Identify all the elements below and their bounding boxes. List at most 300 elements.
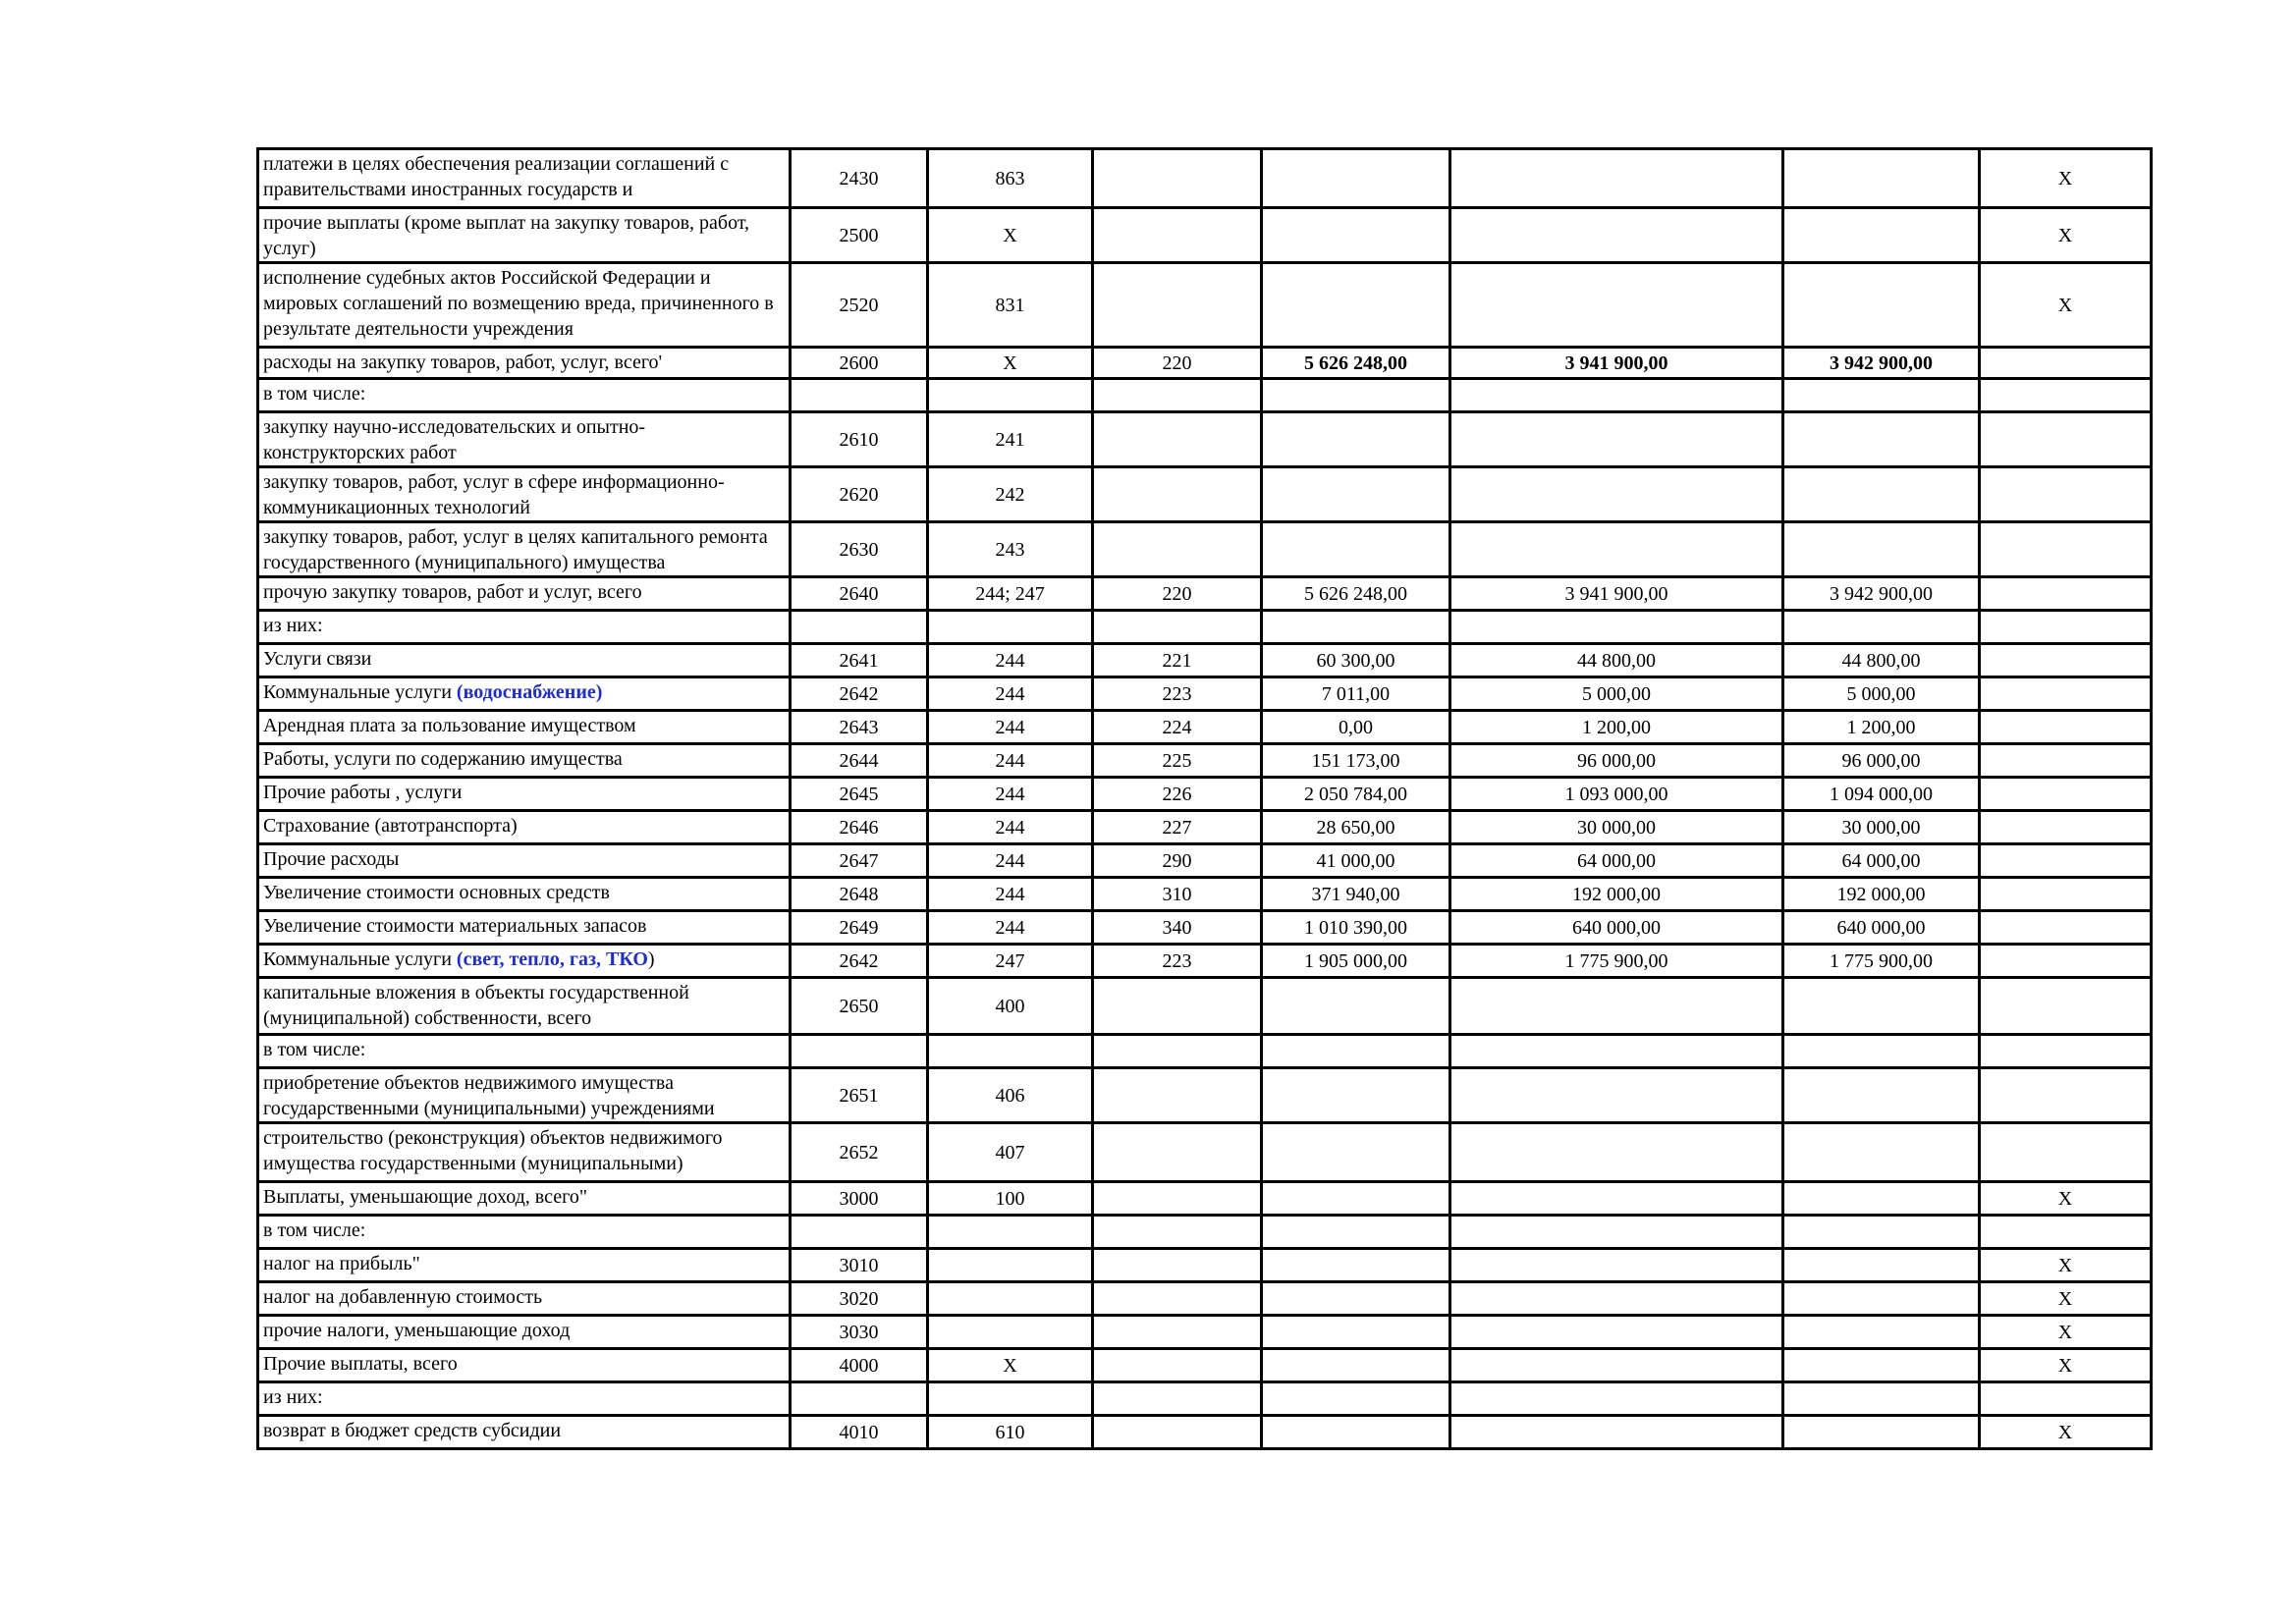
amount-year-1 <box>1262 1035 1450 1068</box>
row-name <box>258 611 791 644</box>
marker-cell <box>1980 412 2152 467</box>
row-name-text: закупку товаров, работ, услуг в сфере информационно-коммуникационных технологий <box>263 471 725 518</box>
amount-year-1 <box>1262 208 1450 263</box>
row-name-highlight: (свет, тепло, газ, ТКО <box>456 948 648 970</box>
row-name-text: возврат в бюджет средств субсидии <box>263 1420 562 1441</box>
row-name <box>258 844 791 878</box>
table-row <box>258 379 2152 412</box>
amount-year-1: 5 626 248,00 <box>1262 577 1450 611</box>
table-row <box>258 1123 2152 1182</box>
kosgu-code <box>1093 1382 1262 1416</box>
amount-year-3 <box>1783 1123 1980 1182</box>
kbk-code: 100 <box>928 1182 1093 1216</box>
marker-cell <box>1980 744 2152 778</box>
amount-year-1 <box>1262 1382 1450 1416</box>
amount-year-2 <box>1450 978 1783 1035</box>
row-name <box>258 1382 791 1416</box>
row-code: 2610 <box>791 412 928 467</box>
row-name-text: налог на добавленную стоимость <box>263 1286 543 1308</box>
row-code: 2646 <box>791 811 928 844</box>
amount-year-3 <box>1783 1382 1980 1416</box>
row-name <box>258 1282 791 1316</box>
row-code: 2500 <box>791 208 928 263</box>
table-row <box>258 1282 2152 1316</box>
amount-year-2 <box>1450 1249 1783 1282</box>
table-row <box>258 208 2152 263</box>
marker-cell <box>1980 1216 2152 1249</box>
row-name-text: Коммунальные услуги <box>263 948 457 970</box>
amount-year-1 <box>1262 1123 1450 1182</box>
row-code: 2649 <box>791 911 928 945</box>
amount-year-3: 1 094 000,00 <box>1783 778 1980 811</box>
kbk-code: 400 <box>928 978 1093 1035</box>
kbk-code: Х <box>928 1349 1093 1382</box>
budget-expenditure-table <box>256 147 2153 1450</box>
amount-year-3 <box>1783 1249 1980 1282</box>
row-name-text: строительство (реконструкция) объектов недвижимого имущества государственными (муниципальными) <box>263 1127 723 1174</box>
amount-year-2 <box>1450 522 1783 577</box>
row-name-text: в том числе: <box>263 1039 366 1060</box>
kosgu-code <box>1093 379 1262 412</box>
row-name <box>258 677 791 711</box>
row-name-text: Увеличение стоимости основных средств <box>263 882 610 903</box>
row-name <box>258 945 791 978</box>
amount-year-2: 640 000,00 <box>1450 911 1783 945</box>
amount-year-3 <box>1783 1282 1980 1316</box>
amount-year-1 <box>1262 1282 1450 1316</box>
kbk-code: 243 <box>928 522 1093 577</box>
amount-year-1 <box>1262 1249 1450 1282</box>
amount-year-3: 96 000,00 <box>1783 744 1980 778</box>
table-row <box>258 577 2152 611</box>
amount-year-2 <box>1450 1035 1783 1068</box>
marker-cell <box>1980 1068 2152 1123</box>
row-code: 2520 <box>791 263 928 348</box>
marker-cell <box>1980 778 2152 811</box>
marker-cell <box>1980 711 2152 744</box>
row-code: 2643 <box>791 711 928 744</box>
amount-year-1 <box>1262 263 1450 348</box>
kbk-code: 244 <box>928 677 1093 711</box>
row-name-text: Увеличение стоимости материальных запасов <box>263 915 647 937</box>
row-name <box>258 348 791 379</box>
row-name-text: Страхование (автотранспорта) <box>263 815 518 837</box>
kbk-code: 244 <box>928 878 1093 911</box>
amount-year-3 <box>1783 522 1980 577</box>
marker-cell: Х <box>1980 1182 2152 1216</box>
kbk-code: 244 <box>928 778 1093 811</box>
kbk-code <box>928 1282 1093 1316</box>
amount-year-1 <box>1262 1416 1450 1449</box>
row-code: 2650 <box>791 978 928 1035</box>
marker-cell: Х <box>1980 149 2152 208</box>
kbk-code: 244 <box>928 644 1093 677</box>
amount-year-1: 2 050 784,00 <box>1262 778 1450 811</box>
kosgu-code <box>1093 208 1262 263</box>
amount-year-3 <box>1783 1216 1980 1249</box>
marker-cell <box>1980 844 2152 878</box>
amount-year-2 <box>1450 1316 1783 1349</box>
kosgu-code <box>1093 1316 1262 1349</box>
amount-year-3: 1 200,00 <box>1783 711 1980 744</box>
amount-year-2: 44 800,00 <box>1450 644 1783 677</box>
marker-cell <box>1980 522 2152 577</box>
table-row <box>258 1249 2152 1282</box>
amount-year-2 <box>1450 1282 1783 1316</box>
amount-year-2 <box>1450 1068 1783 1123</box>
kbk-code <box>928 1382 1093 1416</box>
amount-year-1: 371 940,00 <box>1262 878 1450 911</box>
row-code <box>791 1035 928 1068</box>
row-name <box>258 263 791 348</box>
row-name <box>258 811 791 844</box>
kosgu-code <box>1093 1123 1262 1182</box>
amount-year-1 <box>1262 467 1450 522</box>
row-name-text: прочую закупку товаров, работ и услуг, всего <box>263 581 642 603</box>
table-row <box>258 522 2152 577</box>
row-name <box>258 1216 791 1249</box>
amount-year-3 <box>1783 208 1980 263</box>
row-name-text: исполнение судебных актов Российской Федерации и мировых соглашений по возмещению вреда, причиненного в результате деятельности учреждения <box>263 267 774 340</box>
amount-year-3: 5 000,00 <box>1783 677 1980 711</box>
kosgu-code <box>1093 149 1262 208</box>
row-name <box>258 522 791 577</box>
amount-year-2: 64 000,00 <box>1450 844 1783 878</box>
kosgu-code: 225 <box>1093 744 1262 778</box>
table-row <box>258 348 2152 379</box>
amount-year-2: 3 941 900,00 <box>1450 348 1783 379</box>
kosgu-code <box>1093 1216 1262 1249</box>
kosgu-code <box>1093 978 1262 1035</box>
row-name <box>258 1068 791 1123</box>
amount-year-3 <box>1783 1035 1980 1068</box>
row-code: 2651 <box>791 1068 928 1123</box>
row-name <box>258 1249 791 1282</box>
kbk-code <box>928 1216 1093 1249</box>
amount-year-3: 3 942 900,00 <box>1783 348 1980 379</box>
row-name <box>258 412 791 467</box>
kosgu-code <box>1093 412 1262 467</box>
amount-year-1 <box>1262 1349 1450 1382</box>
kbk-code <box>928 1316 1093 1349</box>
row-code: 2648 <box>791 878 928 911</box>
amount-year-1 <box>1262 412 1450 467</box>
row-code: 2642 <box>791 677 928 711</box>
kosgu-code <box>1093 1182 1262 1216</box>
kbk-code: 244; 247 <box>928 577 1093 611</box>
amount-year-1 <box>1262 379 1450 412</box>
kbk-code: 247 <box>928 945 1093 978</box>
row-code: 3020 <box>791 1282 928 1316</box>
kosgu-code <box>1093 1416 1262 1449</box>
amount-year-3: 3 942 900,00 <box>1783 577 1980 611</box>
row-code <box>791 1382 928 1416</box>
row-name-text: прочие выплаты (кроме выплат на закупку товаров, работ, услуг) <box>263 212 750 259</box>
table-row <box>258 945 2152 978</box>
kbk-code: 244 <box>928 744 1093 778</box>
amount-year-2: 1 200,00 <box>1450 711 1783 744</box>
kbk-code <box>928 1249 1093 1282</box>
row-name <box>258 744 791 778</box>
table-row <box>258 778 2152 811</box>
row-code: 4010 <box>791 1416 928 1449</box>
amount-year-2: 5 000,00 <box>1450 677 1783 711</box>
marker-cell <box>1980 467 2152 522</box>
amount-year-1 <box>1262 1316 1450 1349</box>
row-code: 2652 <box>791 1123 928 1182</box>
kbk-code: 244 <box>928 711 1093 744</box>
amount-year-2: 1 093 000,00 <box>1450 778 1783 811</box>
row-name-text: в том числе: <box>263 383 366 405</box>
amount-year-1: 41 000,00 <box>1262 844 1450 878</box>
kbk-code: 863 <box>928 149 1093 208</box>
marker-cell: Х <box>1980 1416 2152 1449</box>
row-name <box>258 1035 791 1068</box>
row-name-text: из них: <box>263 615 323 636</box>
amount-year-1: 151 173,00 <box>1262 744 1450 778</box>
row-name <box>258 1349 791 1382</box>
marker-cell <box>1980 911 2152 945</box>
amount-year-1: 1 905 000,00 <box>1262 945 1450 978</box>
row-name-text: приобретение объектов недвижимого имущества государственными (муниципальными) учреждениями <box>263 1072 715 1119</box>
marker-cell <box>1980 978 2152 1035</box>
amount-year-2: 3 941 900,00 <box>1450 577 1783 611</box>
kosgu-code: 220 <box>1093 577 1262 611</box>
row-code: 3000 <box>791 1182 928 1216</box>
marker-cell: Х <box>1980 1249 2152 1282</box>
table-row <box>258 1382 2152 1416</box>
kbk-code: 244 <box>928 844 1093 878</box>
amount-year-2 <box>1450 149 1783 208</box>
amount-year-1: 0,00 <box>1262 711 1450 744</box>
row-name <box>258 1416 791 1449</box>
table-row <box>258 149 2152 208</box>
kosgu-code <box>1093 522 1262 577</box>
marker-cell: Х <box>1980 263 2152 348</box>
kbk-code: 406 <box>928 1068 1093 1123</box>
amount-year-2 <box>1450 1182 1783 1216</box>
row-name-text: Выплаты, уменьшающие доход, всего" <box>263 1186 587 1208</box>
kosgu-code <box>1093 1282 1262 1316</box>
amount-year-3 <box>1783 379 1980 412</box>
marker-cell <box>1980 348 2152 379</box>
kosgu-code <box>1093 1068 1262 1123</box>
row-name-text: капитальные вложения в объекты государственной (муниципальной) собственности, всего <box>263 982 689 1029</box>
amount-year-1: 7 011,00 <box>1262 677 1450 711</box>
row-name <box>258 1123 791 1182</box>
kosgu-code: 224 <box>1093 711 1262 744</box>
kosgu-code: 221 <box>1093 644 1262 677</box>
row-name <box>258 149 791 208</box>
marker-cell <box>1980 644 2152 677</box>
row-name-text: расходы на закупку товаров, работ, услуг, всего' <box>263 352 663 373</box>
kosgu-code <box>1093 467 1262 522</box>
kosgu-code: 340 <box>1093 911 1262 945</box>
marker-cell <box>1980 677 2152 711</box>
row-code: 2430 <box>791 149 928 208</box>
row-code: 2645 <box>791 778 928 811</box>
marker-cell: Х <box>1980 1349 2152 1382</box>
amount-year-3 <box>1783 1182 1980 1216</box>
kbk-code: 244 <box>928 811 1093 844</box>
amount-year-1 <box>1262 978 1450 1035</box>
kbk-code <box>928 1035 1093 1068</box>
amount-year-1 <box>1262 522 1450 577</box>
table-row <box>258 978 2152 1035</box>
row-name-text: Коммунальные услуги <box>263 681 457 703</box>
table-row <box>258 1316 2152 1349</box>
amount-year-3 <box>1783 1316 1980 1349</box>
table-row <box>258 911 2152 945</box>
amount-year-2 <box>1450 1123 1783 1182</box>
amount-year-1: 28 650,00 <box>1262 811 1450 844</box>
row-name <box>258 644 791 677</box>
marker-cell: Х <box>1980 1316 2152 1349</box>
kbk-code: 407 <box>928 1123 1093 1182</box>
table-row <box>258 412 2152 467</box>
table-row <box>258 1216 2152 1249</box>
marker-cell <box>1980 945 2152 978</box>
kbk-code: Х <box>928 348 1093 379</box>
row-name-text: Работы, услуги по содержанию имущества <box>263 748 623 770</box>
kbk-code: 242 <box>928 467 1093 522</box>
row-code: 2647 <box>791 844 928 878</box>
amount-year-3: 640 000,00 <box>1783 911 1980 945</box>
row-code: 2641 <box>791 644 928 677</box>
amount-year-2 <box>1450 1349 1783 1382</box>
row-name-text: прочие налоги, уменьшающие доход <box>263 1320 571 1341</box>
kosgu-code: 290 <box>1093 844 1262 878</box>
row-name-text: Прочие выплаты, всего <box>263 1353 458 1375</box>
table-row <box>258 1349 2152 1382</box>
table-row <box>258 711 2152 744</box>
row-name-highlight: (водоснабжение) <box>456 681 603 703</box>
kosgu-code: 226 <box>1093 778 1262 811</box>
table-row <box>258 644 2152 677</box>
marker-cell <box>1980 878 2152 911</box>
row-code: 2642 <box>791 945 928 978</box>
amount-year-1 <box>1262 1068 1450 1123</box>
row-name-text: налог на прибыль" <box>263 1253 420 1274</box>
row-code <box>791 379 928 412</box>
marker-cell <box>1980 1035 2152 1068</box>
amount-year-3 <box>1783 611 1980 644</box>
amount-year-3 <box>1783 978 1980 1035</box>
amount-year-2: 1 775 900,00 <box>1450 945 1783 978</box>
amount-year-2 <box>1450 611 1783 644</box>
table-row <box>258 467 2152 522</box>
row-name <box>258 1316 791 1349</box>
amount-year-3 <box>1783 149 1980 208</box>
amount-year-2 <box>1450 1216 1783 1249</box>
amount-year-3 <box>1783 1416 1980 1449</box>
table-row <box>258 1035 2152 1068</box>
marker-cell <box>1980 1382 2152 1416</box>
kosgu-code: 220 <box>1093 348 1262 379</box>
table-body <box>258 149 2152 1449</box>
marker-cell <box>1980 577 2152 611</box>
table-row <box>258 1068 2152 1123</box>
row-name-text: платежи в целях обеспечения реализации соглашений с правительствами иностранных государств и <box>263 153 730 200</box>
kbk-code <box>928 379 1093 412</box>
row-name <box>258 878 791 911</box>
amount-year-2: 96 000,00 <box>1450 744 1783 778</box>
row-name-tail: ) <box>647 948 655 970</box>
row-name <box>258 978 791 1035</box>
row-code: 3010 <box>791 1249 928 1282</box>
kosgu-code <box>1093 1249 1262 1282</box>
kosgu-code: 223 <box>1093 945 1262 978</box>
row-name <box>258 1182 791 1216</box>
row-name-text: Арендная плата за пользование имуществом <box>263 715 636 736</box>
kbk-code <box>928 611 1093 644</box>
amount-year-3 <box>1783 1349 1980 1382</box>
marker-cell <box>1980 611 2152 644</box>
row-name-text: закупку научно-исследовательских и опытно-конструкторских работ <box>263 416 646 463</box>
amount-year-3: 192 000,00 <box>1783 878 1980 911</box>
amount-year-2 <box>1450 412 1783 467</box>
table-row <box>258 611 2152 644</box>
kbk-code: 244 <box>928 911 1093 945</box>
row-code: 2644 <box>791 744 928 778</box>
amount-year-3 <box>1783 1068 1980 1123</box>
marker-cell <box>1980 1123 2152 1182</box>
marker-cell: Х <box>1980 208 2152 263</box>
amount-year-3 <box>1783 263 1980 348</box>
kosgu-code <box>1093 263 1262 348</box>
row-code: 2630 <box>791 522 928 577</box>
row-code <box>791 1216 928 1249</box>
kbk-code: Х <box>928 208 1093 263</box>
kosgu-code <box>1093 1349 1262 1382</box>
amount-year-3: 64 000,00 <box>1783 844 1980 878</box>
row-name <box>258 467 791 522</box>
kosgu-code: 227 <box>1093 811 1262 844</box>
kbk-code: 610 <box>928 1416 1093 1449</box>
table-row <box>258 844 2152 878</box>
amount-year-1 <box>1262 1216 1450 1249</box>
marker-cell: Х <box>1980 1282 2152 1316</box>
row-code: 4000 <box>791 1349 928 1382</box>
row-name-text: Прочие работы , услуги <box>263 782 463 803</box>
amount-year-3: 44 800,00 <box>1783 644 1980 677</box>
kosgu-code <box>1093 611 1262 644</box>
amount-year-2 <box>1450 1382 1783 1416</box>
kosgu-code: 223 <box>1093 677 1262 711</box>
kbk-code: 831 <box>928 263 1093 348</box>
row-name <box>258 208 791 263</box>
kosgu-code <box>1093 1035 1262 1068</box>
table-row <box>258 744 2152 778</box>
row-name <box>258 711 791 744</box>
amount-year-1 <box>1262 611 1450 644</box>
amount-year-2 <box>1450 1416 1783 1449</box>
table-row <box>258 1416 2152 1449</box>
amount-year-1 <box>1262 1182 1450 1216</box>
row-code: 2600 <box>791 348 928 379</box>
row-name-text: Прочие расходы <box>263 848 400 870</box>
row-name <box>258 911 791 945</box>
row-name-text: из них: <box>263 1386 323 1408</box>
table-row <box>258 677 2152 711</box>
amount-year-2 <box>1450 208 1783 263</box>
amount-year-1 <box>1262 149 1450 208</box>
amount-year-2: 30 000,00 <box>1450 811 1783 844</box>
amount-year-1: 5 626 248,00 <box>1262 348 1450 379</box>
row-code: 3030 <box>791 1316 928 1349</box>
amount-year-1: 1 010 390,00 <box>1262 911 1450 945</box>
row-code: 2640 <box>791 577 928 611</box>
